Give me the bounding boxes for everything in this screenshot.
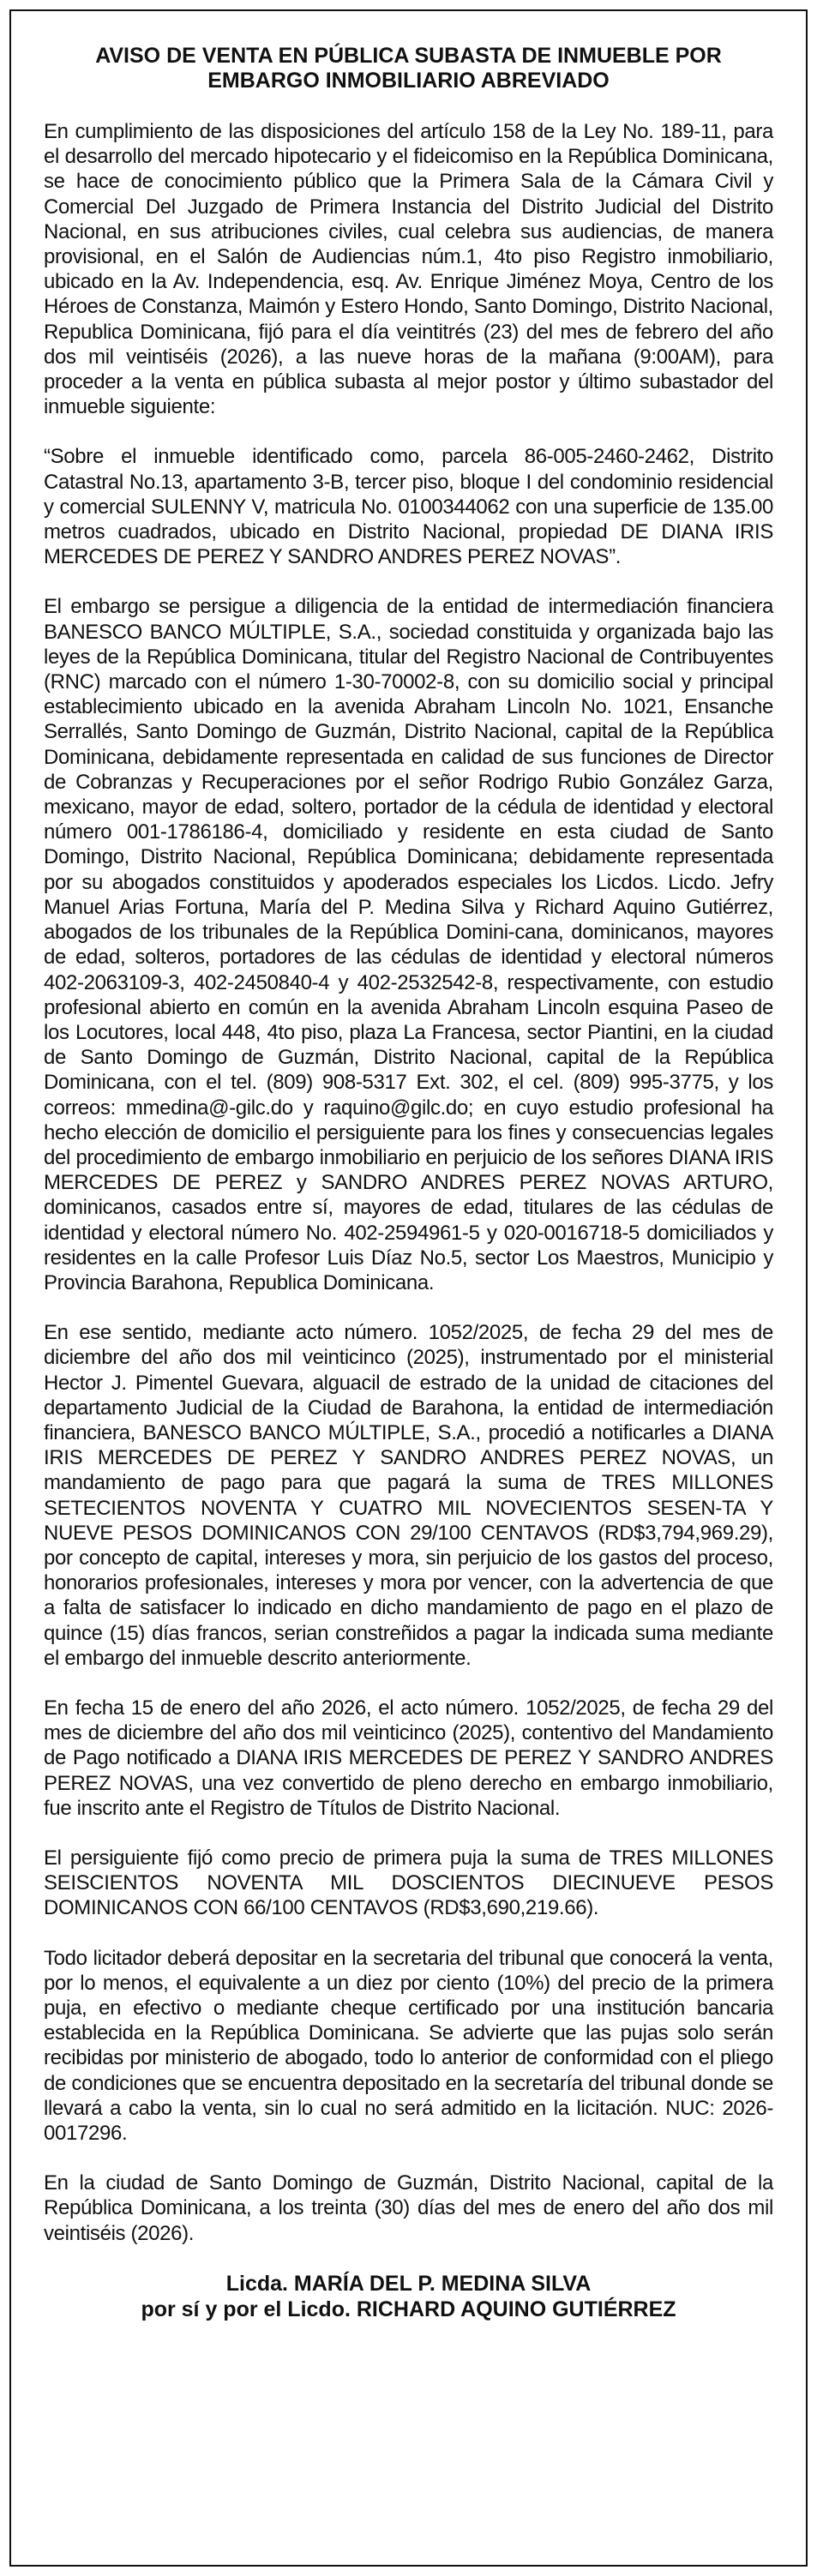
paragraph-property-description: “Sobre el inmueble identificado como, parcela 86-005-2460-2462, Distrito Catastral No.13, apartamento 3-B, tercer piso, bloque I del condominio residencial y comercial SULENNY V, matricula No. 0100344062 con una superficie de 135.00 metros cuadrados, ubicado en Distrito Nacional, propiedad DE DIANA IRIS MERCEDES DE PEREZ Y SANDRO ANDRES PEREZ NOVAS”.: [44, 445, 773, 569]
legal-notice: [9, 9, 808, 2567]
paragraph-seizing-party: El embargo se persigue a diligencia de la entidad de intermediación financiera BANESCO BANCO MÚLTIPLE, S.A., sociedad constituida y organizada bajo las leyes de la República Dominicana, titular del Registro Nacional de Contribuyentes (RNC) marcado con el número 1-30-70002-8, con su domicilio social y principal establecimiento ubicado en la avenida Abraham Lincoln No. 1021, Ensanche Serrallés, Santo Domingo de Guzmán, Distrito Nacional, capital de la República Dominicana, debidamente representada en calidad de sus funciones de Director de Cobranzas y Recuperaciones por el señor Rodrigo Rubio González Garza, mexicano, mayor de edad, soltero, portador de la cédula de identidad y electoral número 001-1786186-4, domiciliado y residente en esta ciudad de Santo Domingo, Distrito Nacional, República Dominicana; debidamente representada por su abogados constituidos y apoderados especiales los Licdos. Licdo. Jefry Manuel Arias Fortuna, María del P. Medina Silva y Richard Aquino Gutiérrez, abogados de los tribunales de la República Domini-cana, dominicanos, mayores de edad, solteros, portadores de las cédulas de identidad y electoral números 402-2063109-3, 402-2450840-4 y 402-2532542-8, respectivamente, con estudio profesional abierto en común en la avenida Abraham Lincoln esquina Paseo de los Locutores, local 448, 4to piso, plaza La Francesa, sector Piantini, en la ciudad de Santo Domingo de Guzmán, Distrito Nacional, capital de la República Dominicana, con el tel. (809) 908-5317 Ext. 302, el cel. (809) 995-3775, y los correos: mmedina@-gilc.do y raquino@gilc.do; en cuyo estudio profesional ha hecho elección de domicilio el persiguiente para los fines y consecuencias legales del procedimiento de embargo inmobiliario en perjuicio de los señores DIANA IRIS MERCEDES DE PEREZ y SANDRO ANDRES PEREZ NOVAS ARTURO, dominicanos, casados entre sí, mayores de edad, titulares de las cédulas de identidad y electoral número No. 402-2594961-5 y 020-0016718-5 domiciliados y residentes en la calle Profesor Luis Díaz No.5, sector Los Maestros, Municipio y Provincia Barahona, Republica Dominicana.: [44, 595, 773, 1294]
paragraph-bidder-deposit: Todo licitador deberá depositar en la secretaria del tribunal que conocerá la venta, por lo menos, el equivalente a un diez por ciento (10%) del precio de la primera puja, en efectivo o mediante cheque certificado por una institución bancaria establecida en la República Dominicana. Se advierte que las pujas solo serán recibidas por ministerio de abogado, todo lo anterior de conformidad con el pliego de condiciones que se encuentra depositado en la secretaría del tribunal donde se llevará a cabo la venta, sin lo cual no será admitido en la licitación. NUC: 2026-0017296.: [44, 1946, 773, 2146]
paragraph-first-bid-price: El persiguiente fijó como precio de primera puja la suma de TRES MILLONES SEISCIENTOS NOVENTA MIL DOSCIENTOS DIECINUEVE PESOS DOMINICANOS CON 66/100 CENTAVOS (RD$3,690,219.66).: [44, 1846, 773, 1920]
notice-title: [44, 44, 773, 93]
paragraph-auction-announcement: En cumplimiento de las disposiciones del artículo 158 de la Ley No. 189-11, para el desarrollo del mercado hipotecario y el fideicomiso en la República Dominicana, se hace de conocimiento público que la Primera Sala de la Cámara Civil y Comercial Del Juzgado de Primera Instancia del Distrito Judicial del Distrito Nacional, en sus atribuciones civiles, cual celebra sus audiencias, de manera provisional, en el Salón de Audiencias núm.1, 4to piso Registro inmobiliario, ubicado en la Av. Independencia, esq. Av. Enrique Jiménez Moya, Centro de los Héroes de Constanza, Maimón y Estero Hondo, Santo Domingo, Distrito Nacional, Republica Dominicana, fijó para el día veintitrés (23) del mes de febrero del año dos mil veintiséis (2026), a las nueve horas de la mañana (9:00AM), para proceder a la venta en pública subasta al mejor postor y último subastador del inmueble siguiente:: [44, 120, 773, 419]
paragraph-payment-order: En ese sentido, mediante acto número. 1052/2025, de fecha 29 del mes de diciembre del año dos mil veinticinco (2025), instrumentado por el ministerial Hector J. Pimentel Guevara, alguacil de estrado de la unidad de citaciones del departamento Judicial de la Ciudad de Barahona, la entidad de intermediación financiera, BANESCO BANCO MÚLTIPLE, S.A., procedió a notificarles a DIANA IRIS MERCEDES DE PEREZ Y SANDRO ANDRES PEREZ NOVAS, un mandamiento de pago para que pagará la suma de TRES MILLONES SETECIENTOS NOVENTA Y CUATRO MIL NOVECIENTOS SESEN-TA Y NUEVE PESOS DOMINICANOS CON 29/100 CENTAVOS (RD$3,794,969.29), por concepto de capital, intereses y mora, sin perjuicio de los gastos del proceso, honorarios profesionales, intereses y mora por vencer, con la advertencia de que a falta de satisfacer lo indicado en dicho mandamiento de pago en el plazo de quince (15) días francos, serian constreñidos a pagar la indicada suma mediante el embargo del inmueble descrito anteriormente.: [44, 1321, 773, 1670]
notice-title-line-2: EMBARGO INMOBILIARIO ABREVIADO: [207, 69, 610, 93]
notice-body: [44, 119, 773, 2246]
paragraph-place-date: En la ciudad de Santo Domingo de Guzmán, Distrito Nacional, capital de la República Dominicana, a los treinta (30) días del mes de enero del año dos mil veintiséis (2026).: [44, 2171, 773, 2245]
notice-title-line-1: AVISO DE VENTA EN PÚBLICA SUBASTA DE INMUEBLE POR: [95, 44, 722, 68]
paragraph-registration: En fecha 15 de enero del año 2026, el acto número. 1052/2025, de fecha 29 del mes de diciembre del año dos mil veinticinco (2025), contentivo del Mandamiento de Pago notificado a DIANA IRIS MERCEDES DE PEREZ Y SANDRO ANDRES PEREZ NOVAS, una vez convertido de pleno derecho en embargo inmobiliario, fue inscrito ante el Registro de Títulos de Distrito Nacional.: [44, 1696, 773, 1820]
signature-line-2: por sí y por el Licdo. RICHARD AQUINO GUTIÉRREZ: [141, 2297, 676, 2321]
signature-block: [44, 2271, 773, 2322]
signature-line-1: Licda. MARÍA DEL P. MEDINA SILVA: [225, 2271, 592, 2296]
